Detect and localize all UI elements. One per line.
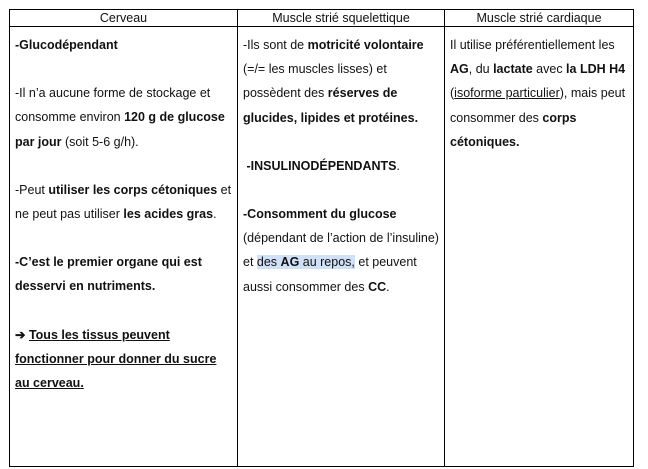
squelettique-glucose: -Consomment du glucose (dépendant de l’action de l’insuline) et des AG au repos, et peuvent aussi consommer des CC. xyxy=(243,207,439,294)
header-row xyxy=(10,10,634,27)
header-cerveau: Cerveau xyxy=(10,10,238,27)
cell-muscle-cardiaque xyxy=(445,27,634,467)
cerveau-glucodependant: -Glucodépendant xyxy=(15,38,118,52)
cerveau-premier-organe: -C’est le premier organe qui est desservi en nutriments. xyxy=(15,255,202,294)
squelettique-motricite: -Ils sont de motricité volontaire (=/= les muscles lisses) et possèdent des réserves de glucides, lipides et protéines. xyxy=(243,38,424,125)
header-muscle-cardiaque: Muscle strié cardiaque xyxy=(445,10,634,27)
arrow-right-icon: ➔ xyxy=(15,327,26,342)
cerveau-conclusion: ➔ Tous les tissus peuvent fonctionner pour donner du sucre au cerveau. xyxy=(15,327,217,391)
cerveau-stockage: -Il n’a aucune forme de stockage et consomme environ 120 g de glucose par jour (soit 5-6 g/h). xyxy=(15,86,225,149)
cell-cerveau xyxy=(10,27,238,467)
cerveau-corps-cetoniques: -Peut utiliser les corps cétoniques et ne peut pas utiliser les acides gras. xyxy=(15,182,232,222)
header-muscle-squelettique: Muscle strié squelettique xyxy=(238,10,445,27)
cardiaque-text: Il utilise préférentiellement les AG, du lactate avec la LDH H4 (isoforme particulier), mais peut consommer des corps cétoniques. xyxy=(450,38,626,149)
comparison-table xyxy=(9,9,634,467)
content-row xyxy=(10,27,634,467)
highlighted-text: des AG au repos, xyxy=(256,255,355,270)
cell-muscle-squelettique xyxy=(238,27,445,467)
squelettique-insulinodependants: -INSULINODÉPENDANTS. xyxy=(246,158,400,173)
